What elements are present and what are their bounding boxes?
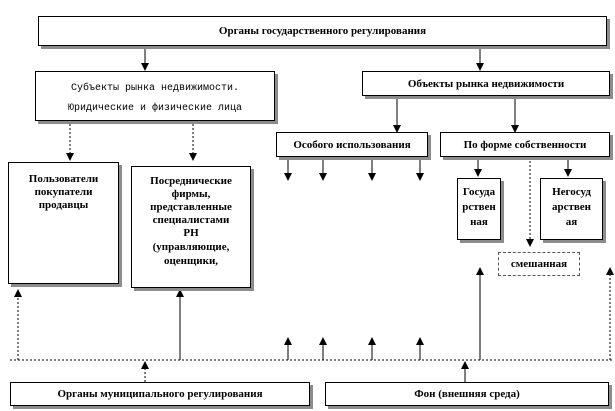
state-line-1: Госуда bbox=[462, 186, 496, 198]
background-label: Фон (внешняя среда) bbox=[414, 388, 520, 400]
intermediaries-line-2: фирмы, bbox=[171, 188, 211, 200]
users-box bbox=[8, 162, 119, 284]
municipal-label: Органы муниципального регулирования bbox=[57, 388, 263, 400]
users-line-2: покупатели bbox=[34, 186, 93, 198]
intermediaries-line-3: представленные bbox=[150, 201, 232, 213]
users-line-1: Пользователи bbox=[28, 173, 99, 185]
users-line-3: продавцы bbox=[38, 199, 89, 211]
intermediaries-box bbox=[131, 166, 251, 288]
non-state-line-2: арствен bbox=[551, 201, 592, 213]
intermediaries-line-7: оценщики, bbox=[163, 255, 219, 267]
special-use-label: Особого использования bbox=[293, 139, 411, 151]
subjects-line-1: Субъекты рынка недвижимости. bbox=[70, 83, 240, 94]
mixed-box bbox=[498, 252, 580, 276]
intermediaries-line-4: специалистами bbox=[152, 214, 230, 226]
subjects-box bbox=[35, 71, 275, 121]
intermediaries-line-6: (управляющие, bbox=[152, 241, 230, 253]
special-use-box bbox=[276, 132, 428, 157]
ownership-label: По форме собственности bbox=[463, 139, 587, 151]
non-state-line-3: ая bbox=[565, 216, 578, 228]
state-box bbox=[457, 178, 501, 240]
objects-label: Объекты рынка недвижимости bbox=[407, 78, 565, 90]
ownership-box bbox=[440, 132, 610, 157]
non-state-line-1: Негосуд bbox=[552, 186, 591, 198]
intermediaries-line-5: РН bbox=[183, 227, 199, 239]
objects-box bbox=[362, 71, 610, 96]
state-line-3: ная bbox=[470, 216, 488, 228]
non-state-box bbox=[540, 178, 603, 240]
background-box bbox=[325, 382, 609, 406]
intermediaries-line-1: Посреднические bbox=[150, 175, 232, 187]
mixed-label: смешанная bbox=[510, 258, 568, 270]
municipal-box bbox=[10, 382, 310, 406]
subjects-line-2: Юридические и физические лица bbox=[67, 103, 243, 114]
state-regulation-label: Органы государственного регулирования bbox=[218, 25, 427, 37]
state-regulation-box bbox=[38, 16, 607, 46]
state-line-2: рствен bbox=[462, 201, 496, 213]
